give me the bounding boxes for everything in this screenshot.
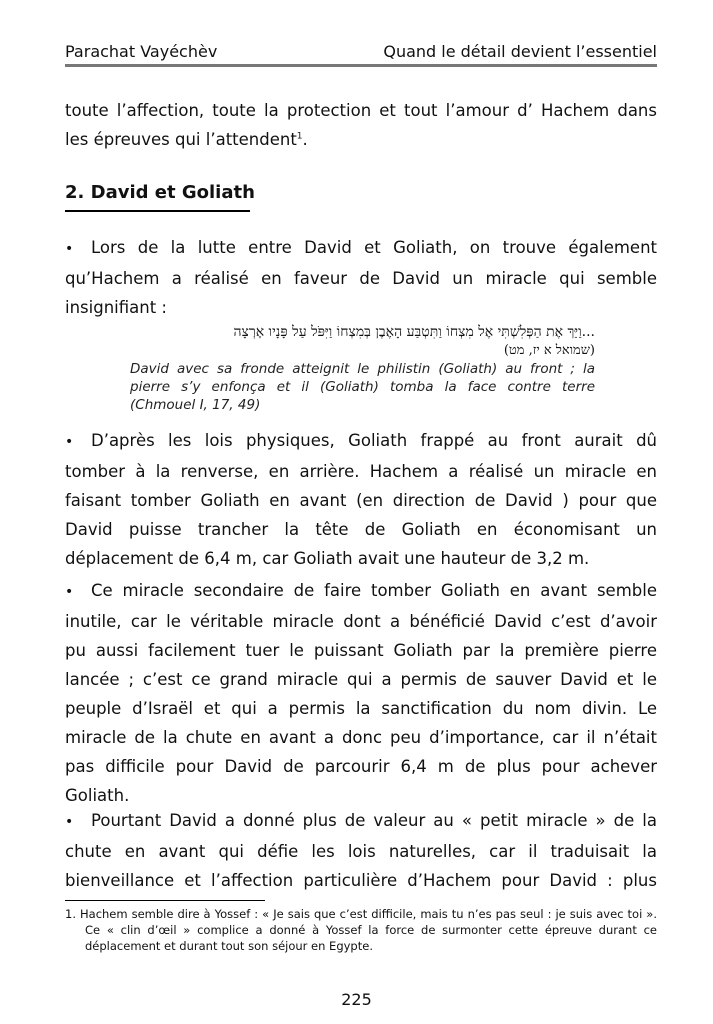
intro-line-2: les épreuves qui l’attendent$^1$. — [65, 130, 308, 149]
paragraph-line: David puisse trancher la tête de Goliath en économisant un — [65, 520, 657, 539]
paragraph-line: peuple d’Israël et qui a permis la sanctification du nom divin. Le — [65, 699, 657, 718]
section-heading-underline — [65, 210, 250, 212]
header-rule — [65, 64, 657, 67]
paragraph-2 — [65, 426, 657, 573]
footnote-text: 1. Hachem semble dire à Yossef : « Je sais que c’est difficile, mais tu n’es pas seul : je suis avec toi ». Ce « clin d’œil » complice a donné à Yossef la force de surmonter cette épreuve durant ce déplacement et durant tout son séjour en Egypte. — [65, 907, 657, 953]
paragraph-line: inutile, car le véritable miracle dont a bénéficié David c’est d’avoir — [65, 612, 657, 631]
page-number: 225 — [341, 990, 372, 1009]
header-parasha-title: Parachat Vayéchèv — [65, 42, 218, 61]
paragraph-line: • Ce miracle secondaire de faire tomber Goliath en avant semble — [65, 576, 657, 607]
paragraph-line: miracle de la chute en avant a donc peu d’importance, car il n’était — [65, 728, 657, 747]
section-heading: 2. David et Goliath — [65, 182, 255, 203]
verse-translation: David avec sa fronde atteignit le philistin (Goliath) au front ; la pierre s’y enfonça et il (Goliath) tomba la face contre terre (Chmouel I, 17, 49) — [130, 361, 595, 413]
paragraph-4 — [65, 806, 657, 895]
footnote-separator — [65, 900, 265, 901]
footnote-ref-1[interactable]: 1 — [296, 131, 303, 142]
footnote-1 — [65, 906, 657, 954]
paragraph-line: lancée ; c’est ce grand miracle qui a permis de sauver David et le — [65, 670, 657, 689]
paragraph-line: chute en avant qui défie les lois naturelles, car il traduisait la — [65, 842, 657, 861]
paragraph-1 — [65, 233, 657, 322]
paragraph-line: insignifiant : — [65, 298, 167, 317]
paragraph-line: pas difficile pour David de parcourir 6,4 m de plus pour achever — [65, 757, 657, 776]
bullet-icon: • — [65, 814, 74, 830]
paragraph-line: déplacement de 6,4 m, car Goliath avait une hauteur de 3,2 m. — [65, 549, 590, 568]
hebrew-citation: (שמואל א יז, מט) — [503, 343, 595, 358]
paragraph-line: tomber à la renverse, en arrière. Hachem a réalisé un miracle en — [65, 462, 657, 481]
intro-paragraph — [65, 96, 657, 154]
hebrew-verse: ...וַיַּךְ אֶת הַפְּלִשְׁתִּי אֶל מִצְחוֹ וַתִּטְבַּע הָאֶבֶן בְּמִצְחוֹ וַיִּפֹּל עַל פָּנָיו אָרְצָה — [233, 324, 595, 340]
paragraph-line: faisant tomber Goliath en avant (en direction de David ) pour que — [65, 491, 657, 510]
paragraph-line: • D’après les lois physiques, Goliath frappé au front aurait dû — [65, 426, 657, 457]
bullet-icon: • — [65, 241, 74, 257]
intro-line-1: toute l’affection, toute la protection et tout l’amour d’ Hachem dans — [65, 101, 657, 120]
bullet-icon: • — [65, 584, 74, 600]
paragraph-line: bienveillance et l’affection particulière d’Hachem pour David : plus — [65, 871, 657, 890]
paragraph-line: • Lors de la lutte entre David et Goliath, on trouve également — [65, 233, 657, 264]
paragraph-line: pu aussi facilement tuer le puissant Goliath par la première pierre — [65, 641, 657, 660]
running-header — [65, 40, 657, 64]
scripture-quote — [130, 322, 595, 414]
paragraph-3 — [65, 576, 657, 810]
paragraph-line: • Pourtant David a donné plus de valeur au « petit miracle » de la — [65, 806, 657, 837]
bullet-icon: • — [65, 434, 74, 450]
paragraph-line: Goliath. — [65, 786, 130, 805]
paragraph-line: qu’Hachem a réalisé en faveur de David un miracle qui semble — [65, 269, 657, 288]
header-chapter-title: Quand le détail devient l’essentiel — [383, 42, 657, 61]
